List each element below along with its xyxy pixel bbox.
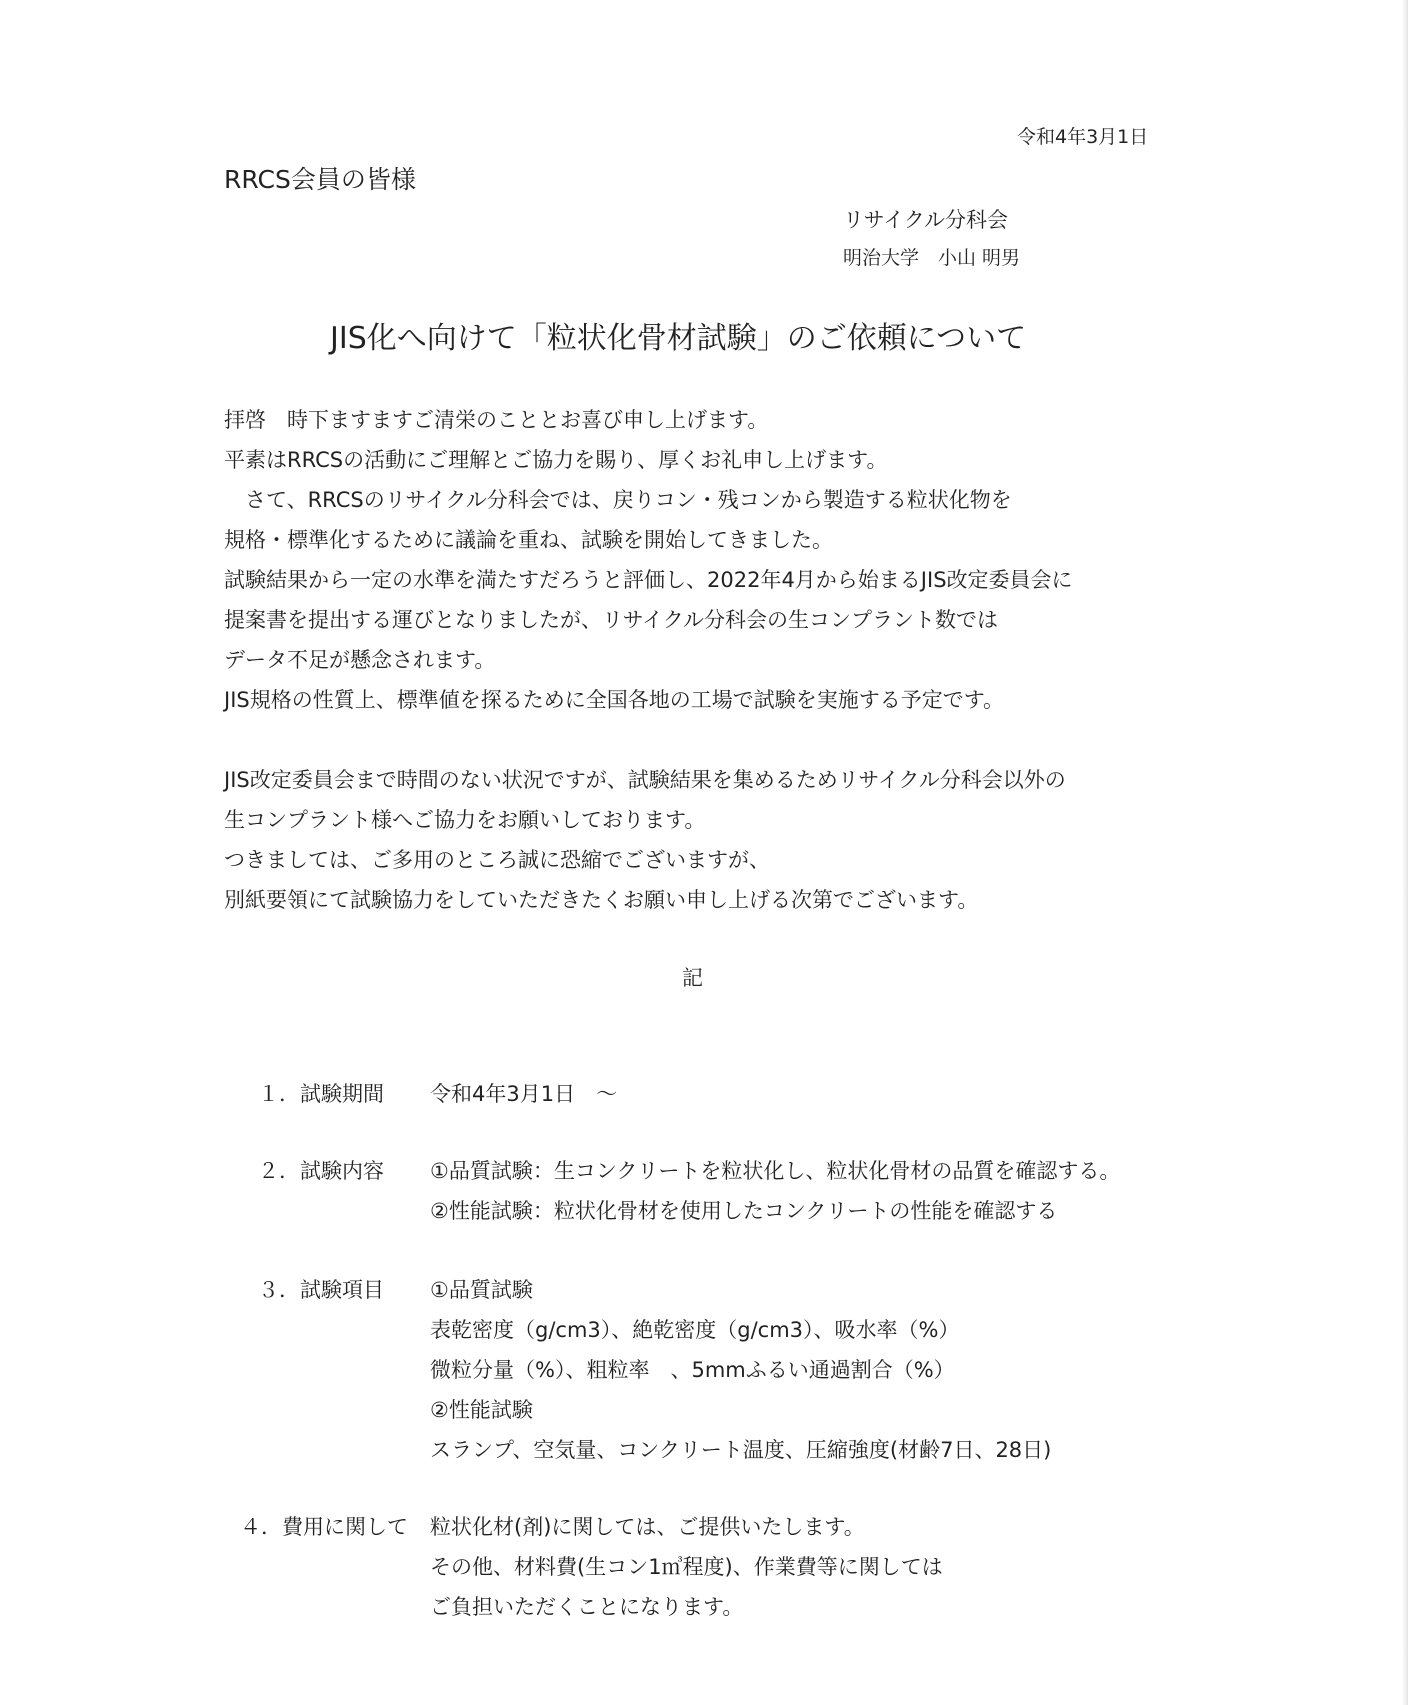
body-line: さて、RRCSのリサイクル分科会では、戻りコン・残コンから製造する粒状化物を bbox=[224, 488, 1012, 512]
body-line: 平素はRRCSの活動にご理解とご協力を賜り、厚くお礼申し上げます。 bbox=[224, 448, 888, 472]
body-line: 拝啓 時下ますますご清栄のこととお喜び申し上げます。 bbox=[224, 408, 769, 432]
item-label-content: ２．試験内容 bbox=[258, 1159, 384, 1183]
item-line: 粒状化材(剤)に関しては、ご提供いたします。 bbox=[430, 1515, 865, 1539]
ki-heading: 記 bbox=[682, 966, 703, 990]
item-line: 令和4年3月1日 ～ bbox=[430, 1082, 618, 1106]
item-line: ②性能試験 bbox=[430, 1398, 533, 1422]
body-line: つきましては、ご多用のところ誠に恐縮でございますが、 bbox=[224, 848, 770, 872]
item-line: 微粒分量（%）、粗粒率 、5mmふるい通過割合（%） bbox=[430, 1358, 955, 1382]
item-line: その他、材料費(生コン1㎥程度)、作業費等に関しては bbox=[430, 1555, 943, 1579]
item-label-test-items: ３．試験項目 bbox=[258, 1278, 384, 1302]
body-line: 試験結果から一定の水準を満たすだろうと評価し、2022年4月から始まるJIS改定委員会に bbox=[224, 568, 1073, 592]
body-line: 提案書を提出する運びとなりましたが、リサイクル分科会の生コンプラント数では bbox=[224, 608, 999, 632]
body-line: JIS改定委員会まで時間のない状況ですが、試験結果を集めるためリサイクル分科会以外の bbox=[224, 768, 1066, 792]
body-line: 規格・標準化するために議論を重ね、試験を開始してきました。 bbox=[224, 528, 833, 552]
item-line: 表乾密度（g/cm3）、絶乾密度（g/cm3）、吸水率（%） bbox=[430, 1318, 960, 1342]
item-line: ①品質試験 bbox=[430, 1278, 533, 1302]
item-label-period: １．試験期間 bbox=[258, 1082, 384, 1106]
letter-recipient: RRCS会員の皆様 bbox=[224, 165, 416, 194]
body-line: 生コンプラント様へご協力をお願いしております。 bbox=[224, 808, 706, 832]
item-line: ご負担いただくことになります。 bbox=[430, 1595, 744, 1619]
item-line: ②性能試験：粒状化骨材を使用したコンクリートの性能を確認する bbox=[430, 1199, 1058, 1223]
body-line: JIS規格の性質上、標準値を探るために全国各地の工場で試験を実施する予定です。 bbox=[224, 688, 1005, 712]
item-line: ①品質試験：生コンクリートを粒状化し、粒状化骨材の品質を確認する。 bbox=[430, 1159, 1121, 1183]
sender-name: 明治大学 小山 明男 bbox=[843, 247, 1021, 269]
letter-date: 令和4年3月1日 bbox=[1017, 126, 1149, 148]
sender-organization: リサイクル分科会 bbox=[843, 208, 1009, 232]
body-line: 別紙要領にて試験協力をしていただきたくお願い申し上げる次第でございます。 bbox=[224, 888, 979, 912]
page-edge-shadow bbox=[1402, 0, 1408, 1705]
body-line: データ不足が懸念されます。 bbox=[224, 648, 496, 672]
letter-title: JIS化へ向けて「粒状化骨材試験」のご依頼について bbox=[330, 321, 1027, 356]
item-label-costs: ４．費用に関して bbox=[240, 1515, 408, 1539]
item-line: スランプ、空気量、コンクリート温度、圧縮強度(材齢7日、28日) bbox=[430, 1438, 1052, 1462]
